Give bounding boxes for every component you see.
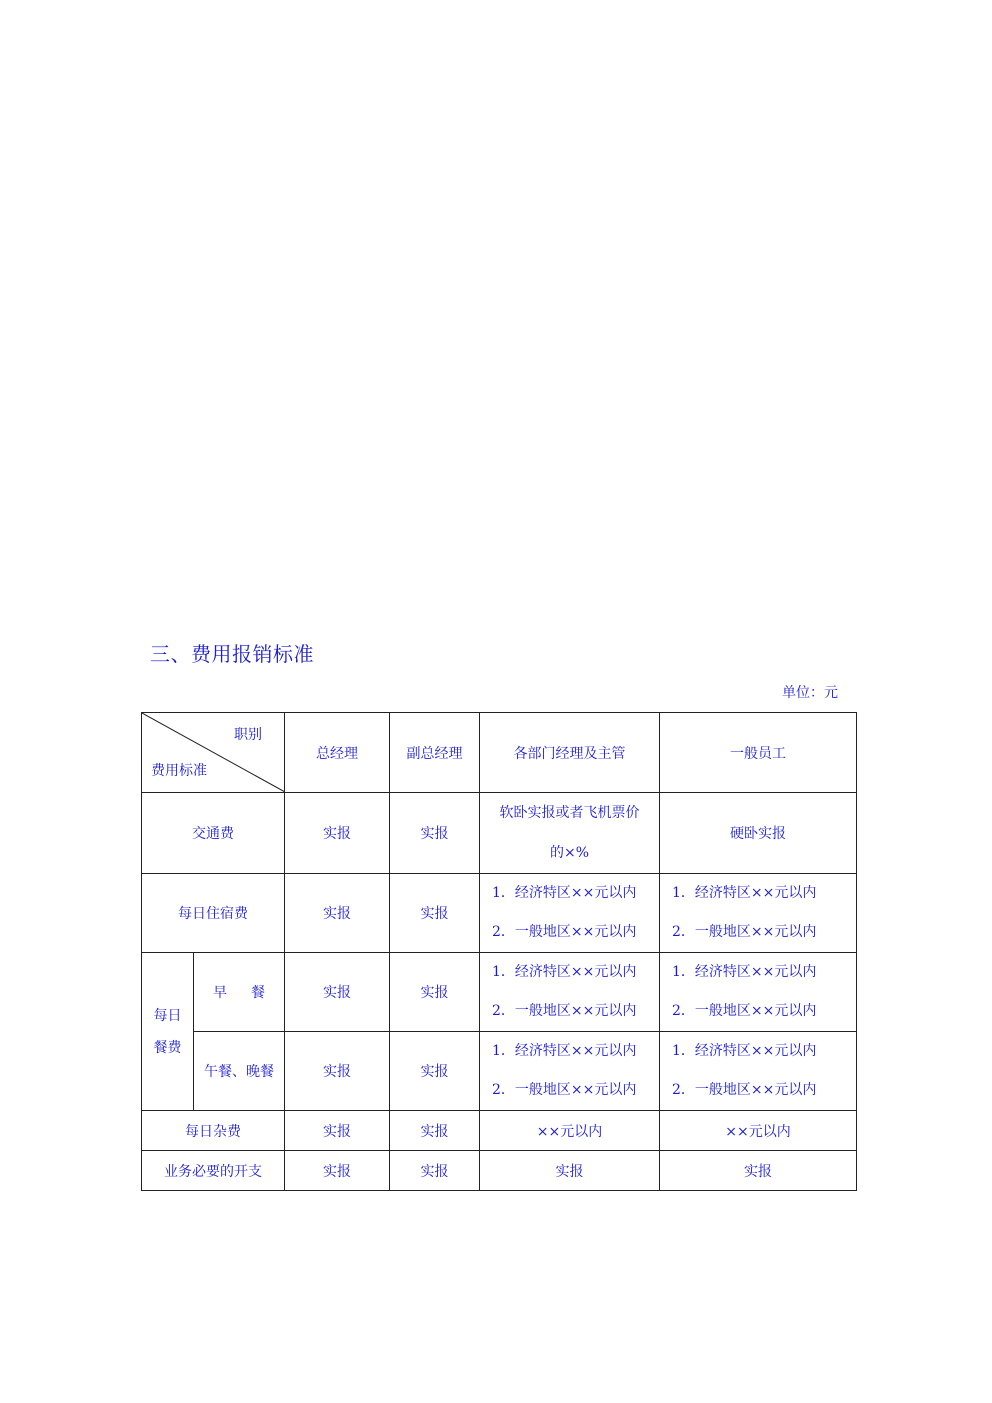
cell-line: 1．经济特区××元以内 xyxy=(492,885,637,901)
cell-gm: 实报 xyxy=(285,1151,390,1191)
column-header-managers: 各部门经理及主管 xyxy=(480,713,660,793)
corner-diagonal-cell xyxy=(142,713,285,793)
cell-managers xyxy=(480,793,660,874)
cell-dgm: 实报 xyxy=(390,874,480,953)
diagonal-line-icon xyxy=(142,713,285,792)
section-heading: 三、费用报销标准 xyxy=(150,642,314,666)
cell-staff: 实报 xyxy=(660,1151,857,1191)
row-label: 每日杂费 xyxy=(142,1111,285,1151)
cell-dgm: 实报 xyxy=(390,953,480,1032)
cell-gm: 实报 xyxy=(285,874,390,953)
cell-managers xyxy=(480,1032,660,1111)
cell-line: 软卧实报或者飞机票价 xyxy=(499,805,640,821)
cell-line: 2．一般地区××元以内 xyxy=(492,924,637,940)
cell-dgm: 实报 xyxy=(390,1151,480,1191)
table-row-transport xyxy=(142,793,857,874)
cell-line: 的×% xyxy=(549,845,590,861)
cell-managers xyxy=(480,953,660,1032)
cell-staff xyxy=(660,874,857,953)
unit-label: 单位：元 xyxy=(782,685,838,701)
cell-line: 2．一般地区××元以内 xyxy=(672,924,817,940)
cell-line: 2．一般地区××元以内 xyxy=(672,1003,817,1019)
column-header-gm: 总经理 xyxy=(285,713,390,793)
row-label: 业务必要的开支 xyxy=(142,1151,285,1191)
meals-group-line: 每日 xyxy=(153,1007,182,1024)
cell-dgm: 实报 xyxy=(390,793,480,874)
cell-gm: 实报 xyxy=(285,1111,390,1151)
cell-line: 1．经济特区××元以内 xyxy=(492,1043,637,1059)
table-header-row xyxy=(142,713,857,793)
cell-line: 2．一般地区××元以内 xyxy=(492,1082,637,1098)
cell-line: 2．一般地区××元以内 xyxy=(672,1082,817,1098)
corner-bottom-label: 费用标准 xyxy=(151,763,207,779)
cell-gm: 实报 xyxy=(285,1032,390,1111)
corner-top-label: 职别 xyxy=(234,727,262,743)
cell-staff xyxy=(660,953,857,1032)
cell-gm: 实报 xyxy=(285,953,390,1032)
table-row-lunch-dinner xyxy=(142,1032,857,1111)
cell-line: 2．一般地区××元以内 xyxy=(492,1003,637,1019)
cell-dgm: 实报 xyxy=(390,1032,480,1111)
cell-line: 1．经济特区××元以内 xyxy=(672,885,817,901)
cell-staff: 硬卧实报 xyxy=(660,793,857,874)
row-label: 每日住宿费 xyxy=(142,874,285,953)
table-row-lodging xyxy=(142,874,857,953)
cell-managers: 实报 xyxy=(480,1151,660,1191)
cell-line: 1．经济特区××元以内 xyxy=(672,1043,817,1059)
row-label: 交通费 xyxy=(142,793,285,874)
cell-line: 1．经济特区××元以内 xyxy=(672,964,817,980)
table-row-breakfast xyxy=(142,953,857,1032)
meals-group-line: 餐费 xyxy=(153,1039,182,1056)
cell-line: 1．经济特区××元以内 xyxy=(492,964,637,980)
row-label xyxy=(194,953,289,1032)
row-label: 午餐、晚餐 xyxy=(194,1032,285,1111)
breakfast-label: 早餐 xyxy=(213,985,289,1001)
meals-group-label xyxy=(142,953,194,1111)
cell-staff xyxy=(660,1032,857,1111)
cell-dgm: 实报 xyxy=(390,1111,480,1151)
expense-standard-table xyxy=(141,712,857,1191)
table-row-business xyxy=(142,1151,857,1191)
table-row-misc xyxy=(142,1111,857,1151)
cell-gm: 实报 xyxy=(285,793,390,874)
cell-staff: ××元以内 xyxy=(660,1111,857,1151)
cell-managers xyxy=(480,874,660,953)
column-header-dgm: 副总经理 xyxy=(390,713,480,793)
column-header-staff: 一般员工 xyxy=(660,713,857,793)
cell-managers: ××元以内 xyxy=(480,1111,660,1151)
